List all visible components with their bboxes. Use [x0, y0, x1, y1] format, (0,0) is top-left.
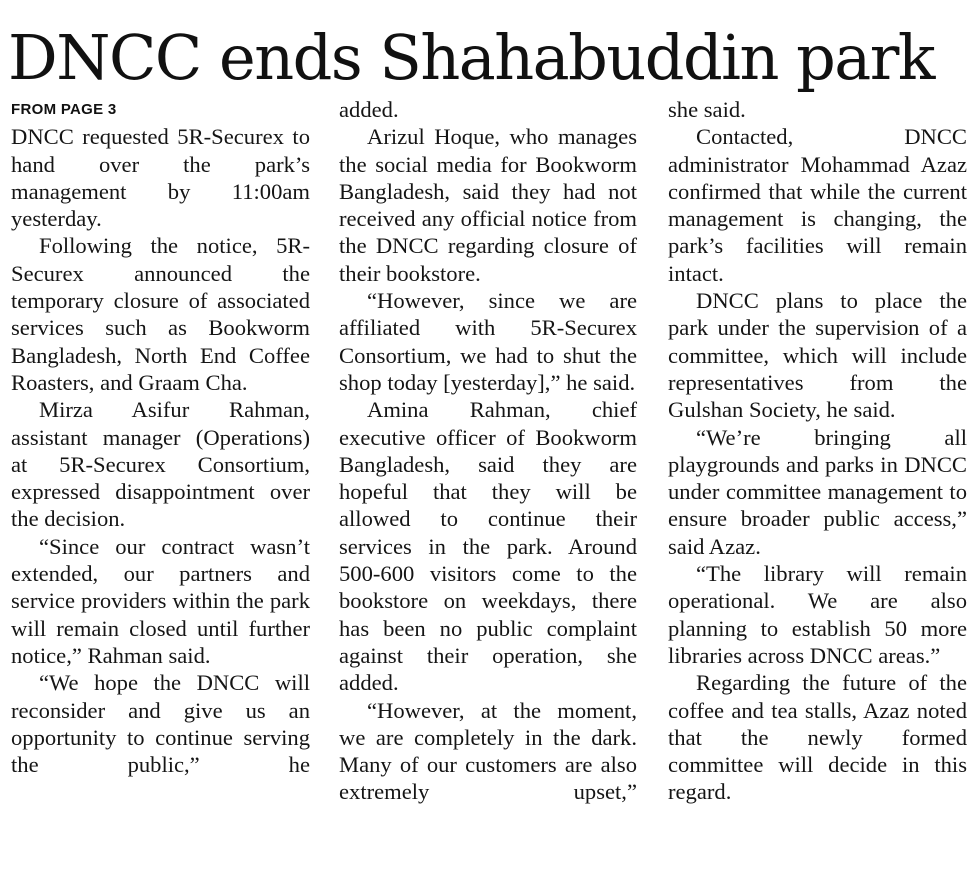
paragraph: “However, at the moment, we are completely in the dark. Many of our customers are also extremely upset,”: [339, 697, 637, 805]
paragraph: DNCC requested 5R-Securex to hand over the park’s management by 11:00am yesterday.: [11, 124, 310, 232]
paragraph: Following the notice, 5R-Securex announced the temporary closure of associated services such as Bookworm Bangladesh, North End Coffee Roasters, and Graam Cha.: [11, 233, 310, 395]
paragraph: added.: [339, 97, 399, 122]
article-column-2: [339, 96, 637, 806]
kicker: FROM PAGE 3: [11, 101, 117, 118]
paragraph: DNCC plans to place the park under the supervision of a committee, which will include representatives from the Gulshan Society, he said.: [668, 288, 967, 423]
headline: DNCC ends Shahabuddin park: [8, 21, 934, 94]
paragraph: Amina Rahman, chief executive officer of Bookworm Bangladesh, said they are hopeful that they will be allowed to continue their services in the park. Around 500-600 visitors come to the bookstore on weekdays, there has been no public complaint against their operation, she added.: [339, 397, 637, 696]
paragraph: she said.: [668, 97, 746, 122]
paragraph: “The library will remain operational. We are also planning to establish 50 more libraries across DNCC areas.”: [668, 561, 967, 668]
paragraph: “However, since we are affiliated with 5R-Securex Consortium, we had to shut the shop today [yesterday],” he said.: [339, 288, 637, 395]
paragraph: Mirza Asifur Rahman, assistant manager (Operations) at 5R-Securex Consortium, expressed disappointment over the decision.: [11, 397, 310, 532]
article-column-1: [11, 96, 310, 778]
paragraph: Arizul Hoque, who manages the social media for Bookworm Bangladesh, said they had not received any official notice from the DNCC regarding closure of their bookstore.: [339, 124, 637, 286]
article-column-3: [668, 96, 967, 806]
paragraph: “We’re bringing all playgrounds and parks in DNCC under committee management to ensure broader public access,” said Azaz.: [668, 424, 967, 559]
paragraph: “We hope the DNCC will reconsider and give us an opportunity to continue serving the public,” he: [11, 670, 310, 778]
paragraph: “Since our contract wasn’t extended, our partners and service providers within the park will remain closed until further notice,” Rahman said.: [11, 533, 310, 668]
paragraph: Regarding the future of the coffee and tea stalls, Azaz noted that the newly formed committee will decide in this regard.: [668, 670, 967, 805]
paragraph: Contacted, DNCC administrator Mohammad Azaz confirmed that while the current management is changing, the park’s facilities will remain intact.: [668, 124, 967, 286]
